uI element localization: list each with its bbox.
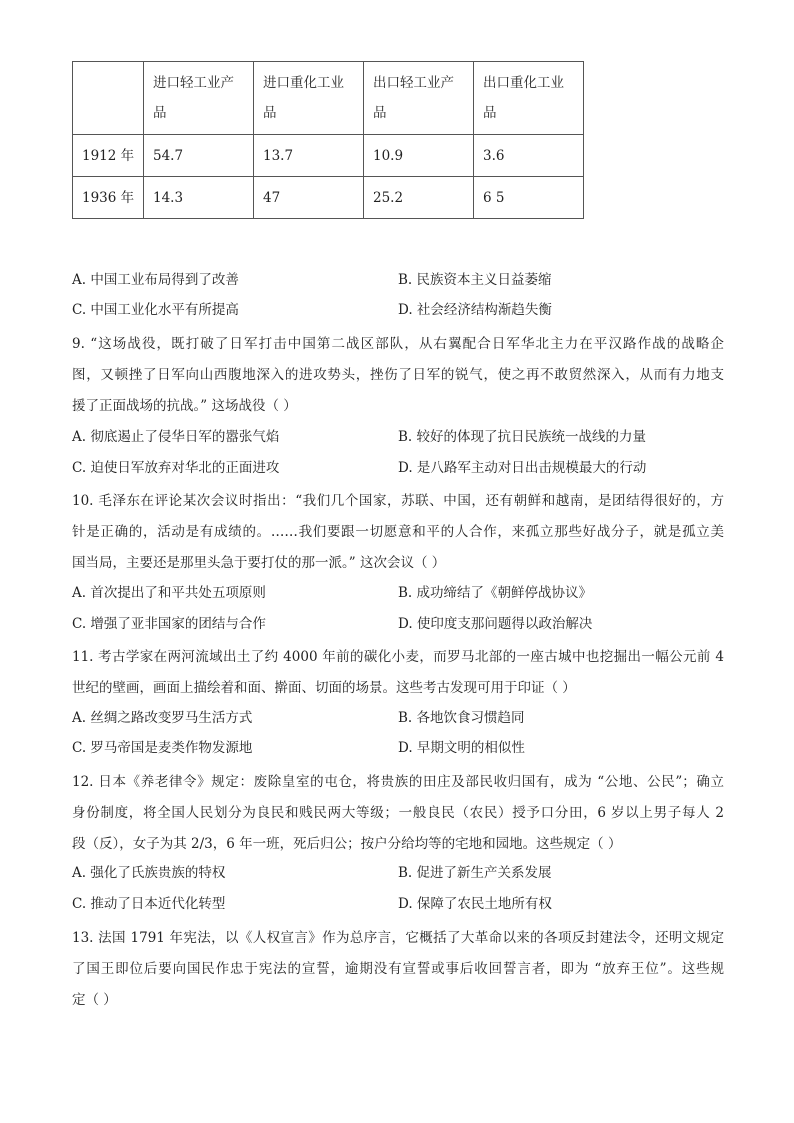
table-cell: 47 xyxy=(254,177,364,219)
option-d[interactable]: D. 使印度支那问题得以政治解决 xyxy=(398,616,593,632)
option-b[interactable]: B. 较好的体现了抗日民族统一战线的力量 xyxy=(398,429,647,445)
q9-options-row-1 xyxy=(72,425,724,445)
stem-line: 10. 毛泽东在评论某次会议时指出：“我们几个国家，苏联、中国，还有朝鲜和越南，是团结得很好的，方 xyxy=(72,493,724,509)
table-cell-year: 1912 年 xyxy=(73,135,144,177)
option-a[interactable]: A. 丝绸之路改变罗马生活方式 xyxy=(72,710,253,726)
q8-options-row-2 xyxy=(72,298,724,318)
header-line: 出口轻工业产 xyxy=(373,75,454,91)
stem-line: 11. 考古学家在两河流域出土了约 4000 年前的碳化小麦，而罗马北部的一座古城中也挖掘出一幅公元前 4 xyxy=(72,649,724,665)
stem-line: 了国王即位后要向国民作忠于宪法的宣誓，逾期没有宣誓或事后收回誓言者，即为 “放弃王位”。这些规 xyxy=(72,960,724,977)
q12-options-row-2 xyxy=(72,892,724,912)
option-d[interactable]: D. 是八路军主动对日出击规模最大的行动 xyxy=(398,460,647,476)
table-row xyxy=(73,135,584,177)
table-cell: 14.3 xyxy=(144,177,254,219)
table-cell: 6 5 xyxy=(474,177,584,219)
q9-options-row-2 xyxy=(72,456,724,476)
header-line: 品 xyxy=(483,105,497,121)
header-line: 进口轻工业产 xyxy=(153,75,234,91)
q11-options-row-1 xyxy=(72,706,724,726)
option-c[interactable]: C. 增强了亚非国家的团结与合作 xyxy=(72,616,266,632)
stem-line: 国当局，主要还是那里头急于要打仗的那一派。” 这次会议（ ） xyxy=(72,554,446,571)
option-b[interactable]: B. 促进了新生产关系发展 xyxy=(398,865,552,881)
header-line: 品 xyxy=(263,105,277,121)
q12-options-row-1 xyxy=(72,861,724,881)
table-header-cell xyxy=(474,62,584,135)
q11-options-row-2 xyxy=(72,736,724,756)
stem-line: 针是正确的，活动是有成绩的。……我们要跟一切愿意和平的人合作，来孤立那些好战分子，就是孤立美 xyxy=(72,523,724,540)
table-cell: 3.6 xyxy=(474,135,584,177)
table-cell: 54.7 xyxy=(144,135,254,177)
stem-line: 援了正面战场的抗战。” 这场战役（ ） xyxy=(72,397,297,414)
option-a[interactable]: A. 强化了氏族贵族的特权 xyxy=(72,865,226,881)
option-d[interactable]: D. 保障了农民土地所有权 xyxy=(398,896,552,912)
option-c[interactable]: C. 罗马帝国是麦类作物发源地 xyxy=(72,740,253,756)
header-line: 品 xyxy=(373,105,387,121)
table-cell-year: 1936 年 xyxy=(73,177,144,219)
header-line: 品 xyxy=(153,105,167,121)
table-header-row xyxy=(73,62,584,135)
table-header-cell xyxy=(144,62,254,135)
question-9-stem xyxy=(72,329,724,421)
q8-options-row-1 xyxy=(72,268,724,288)
stem-line: 9. “这场战役，既打破了日军打击中国第二战区部队，从右翼配合日军华北主力在平汉路作战的战略企 xyxy=(72,336,724,352)
table-header-cell xyxy=(364,62,474,135)
option-d[interactable]: D. 社会经济结构渐趋失衡 xyxy=(398,302,552,318)
stem-line: 身份制度，将全国人民划分为良民和贱民两大等级；一般良民（农民）授予口分田，6 岁以上男子每人 2 xyxy=(72,804,724,821)
option-a[interactable]: A. 中国工业布局得到了改善 xyxy=(72,272,239,288)
option-b[interactable]: B. 民族资本主义日益萎缩 xyxy=(398,272,552,288)
q10-options-row-1 xyxy=(72,581,724,601)
stem-line: 12. 日本《养老律令》规定：废除皇室的屯仓，将贵族的田庄及部民收归国有，成为 “公地、公民”；确立 xyxy=(72,774,724,790)
header-line: 出口重化工业 xyxy=(483,75,564,91)
option-d[interactable]: D. 早期文明的相似性 xyxy=(398,740,525,756)
option-c[interactable]: C. 推动了日本近代化转型 xyxy=(72,896,226,912)
table-header-cell xyxy=(73,62,144,135)
question-13-stem xyxy=(72,923,724,1015)
stem-line: 世纪的壁画，画面上描绘着和面、擀面、切面的场景。这些考古发现可用于印证（ ） xyxy=(72,679,576,696)
option-b[interactable]: B. 各地饮食习惯趋同 xyxy=(398,710,525,726)
q10-options-row-2 xyxy=(72,612,724,632)
option-a[interactable]: A. 彻底遏止了侵华日军的嚣张气焰 xyxy=(72,429,280,445)
stem-line: 图，又顿挫了日军向山西腹地深入的进攻势头，挫伤了日军的锐气，使之再不敢贸然深入，从而有力地支 xyxy=(72,366,724,383)
option-a[interactable]: A. 首次提出了和平共处五项原则 xyxy=(72,585,266,601)
table-header-cell xyxy=(254,62,364,135)
stem-line: 段（反），女子为其 2/3，6 年一班，死后归公；按户分给均等的宅地和园地。这些规定（ ） xyxy=(72,835,622,852)
option-c[interactable]: C. 迫使日军放弃对华北的正面进攻 xyxy=(72,460,280,476)
table-row xyxy=(73,177,584,219)
option-c[interactable]: C. 中国工业化水平有所提高 xyxy=(72,302,239,318)
option-b[interactable]: B. 成功缔结了《朝鲜停战协议》 xyxy=(398,585,593,601)
header-line: 进口重化工业 xyxy=(263,75,344,91)
trade-table xyxy=(72,61,584,219)
table-cell: 25.2 xyxy=(364,177,474,219)
question-11-stem xyxy=(72,642,724,704)
question-12-stem xyxy=(72,767,724,859)
table-cell: 13.7 xyxy=(254,135,364,177)
table-cell: 10.9 xyxy=(364,135,474,177)
stem-line: 13. 法国 1791 年宪法，以《人权宣言》作为总序言，它概括了大革命以来的各项反封建法令，还明文规定 xyxy=(72,930,724,946)
stem-line: 定（ ） xyxy=(72,991,117,1008)
question-10-stem xyxy=(72,486,724,578)
